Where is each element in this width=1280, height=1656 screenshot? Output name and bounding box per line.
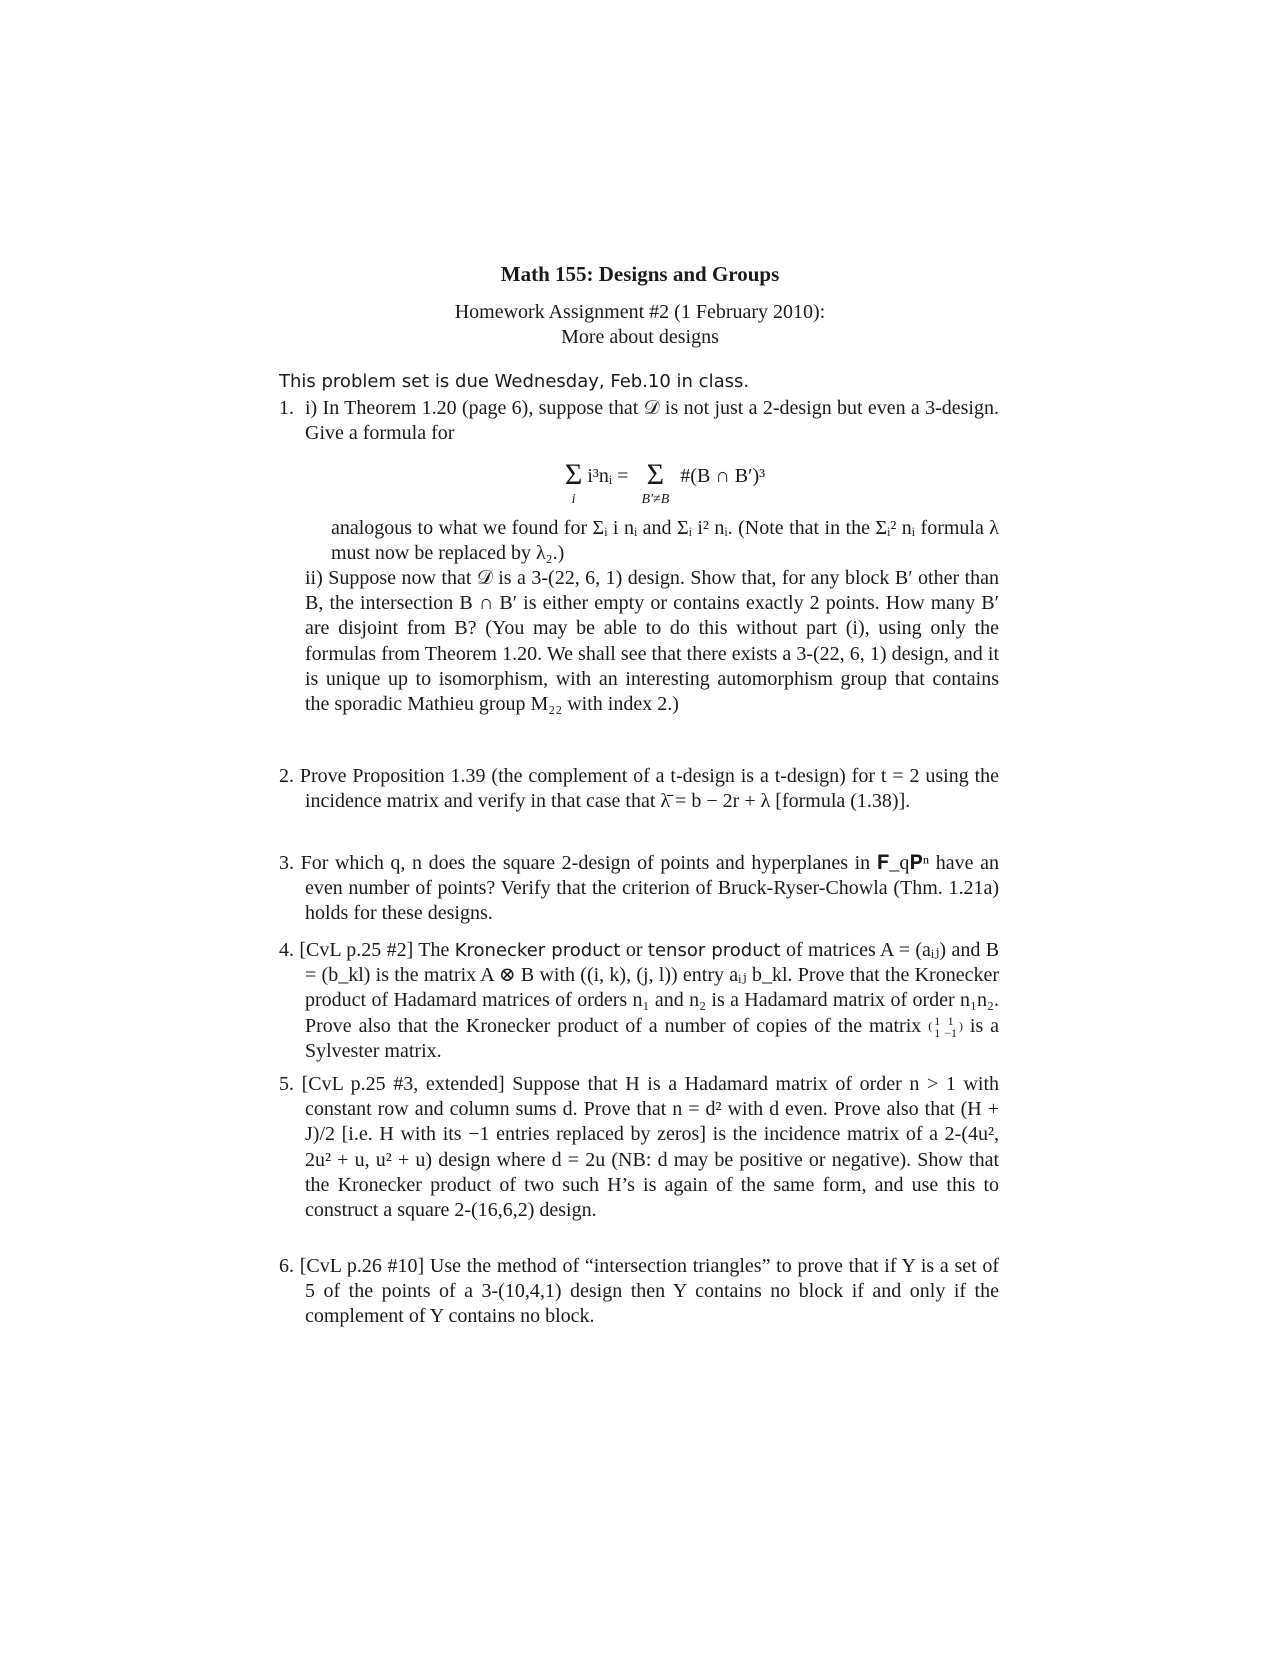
problem-4 xyxy=(279,938,999,1064)
problem-1-part-i-continued: analogous to what we found for Σᵢ i nᵢ and Σᵢ i² nᵢ. (Note that in the Σᵢ² nᵢ formula λ must now be replaced by λ₂.) xyxy=(331,516,999,564)
two-by-two-matrix: ( 1 1 1 −1) xyxy=(928,1014,963,1041)
matrix-entry: 1 xyxy=(934,1026,941,1041)
sigma-symbol: Σ xyxy=(646,458,665,492)
matrix-entry: 1 xyxy=(947,1014,954,1029)
tensor-product-term: tensor product xyxy=(647,940,781,961)
problem-4-text-a: [CvL p.25 #2] The xyxy=(299,939,450,961)
problem-5 xyxy=(279,1072,999,1223)
problem-number: 2. xyxy=(279,765,294,787)
problem-2-text: Prove Proposition 1.39 (the complement of a t-design is a t-design) for t = 2 using the incidence matrix and verify in that case that λ̄ = b − 2r + λ [formula (1.38)]. xyxy=(299,765,1000,813)
subtitle-line-2: More about designs xyxy=(561,326,719,348)
problem-number: 1. xyxy=(279,397,294,419)
formula-left-sum xyxy=(565,460,582,507)
problem-3 xyxy=(279,851,999,927)
page-title: Math 155: Designs and Groups xyxy=(500,262,780,286)
problem-4-text-b: of matrices A = (aᵢⱼ) and B = (b_kl) is the matrix A ⊗ B with ((i, k), (j, l)) entry aᵢⱼ b_kl. Prove that the Kronecker product of Hadamard matrices of orders n₁ and n₂ is a Hadamard matrix of order n₁n₂. Prove also that the Kronecker product of a number of copies of the matrix xyxy=(305,939,1000,1037)
part-label: ii) xyxy=(305,567,323,590)
problem-3-text: For which q, n does the square 2-design of points and hyperplanes in 𝐅_q𝐏ⁿ have an even number of points? Verify that the criterion of Bruck-Ryser-Chowla (Thm. 1.21a) holds for these designs. xyxy=(300,852,1000,925)
assignment-subtitle xyxy=(0,300,1280,350)
problem-number: 4. xyxy=(279,939,294,961)
kronecker-product-term: Kronecker product xyxy=(454,940,621,961)
problem-1-part-i-text: In Theorem 1.20 (page 6), suppose that 𝒟 is not just a 2-design but even a 3-design. Give a formula for xyxy=(305,397,999,445)
or-word: or xyxy=(625,939,643,961)
matrix-entry: 1 xyxy=(934,1014,941,1029)
problem-number: 3. xyxy=(279,852,294,874)
sigma-symbol: Σ xyxy=(564,458,583,492)
formula-right-sum xyxy=(641,460,669,507)
sum-formula xyxy=(331,460,999,507)
formula-right-term: #(B ∩ B′)³ xyxy=(680,465,766,488)
formula-left-term: i³nᵢ = xyxy=(587,465,629,488)
problem-2 xyxy=(279,764,999,814)
subtitle-line-1: Homework Assignment #2 (1 February 2010): xyxy=(454,301,826,323)
matrix-entry: −1 xyxy=(944,1026,957,1041)
formula-right-index: B′≠B xyxy=(641,491,670,507)
problem-number: 5. xyxy=(279,1073,294,1095)
due-note: This problem set is due Wednesday, Feb.10 in class. xyxy=(279,371,750,392)
formula-left-index: i xyxy=(571,491,576,507)
problem-1-part-ii-text: Suppose now that 𝒟 is a 3-(22, 6, 1) design. Show that, for any block B′ other than B, the intersection B ∩ B′ is either empty or contains exactly 2 points. How many B′ are disjoint from B? (You may be able to do this without part (i), using only the formulas from Theorem 1.20. We shall see that there exists a 3-(22, 6, 1) design, and it is unique up to isomorphism, with an interesting automorphism group that contains the sporadic Mathieu group M₂₂ with index 2.) xyxy=(305,567,1000,716)
problem-5-text: [CvL p.25 #3, extended] Suppose that H is a Hadamard matrix of order n > 1 with constant row and column sums d. Prove that n = d² with d even. Prove also that (H + J)/2 [i.e. H with its −1 entries replaced by zeros] is the incidence matrix of a 2-(4u², 2u² + u, u² + u) design where d = 2u (NB: d may be positive or negative). Show that the Kronecker product of two such H’s is again of the same form, and use this to construct a square 2-(16,6,2) design. xyxy=(301,1073,999,1222)
problem-number: 6. xyxy=(279,1255,294,1277)
problem-6-text: [CvL p.26 #10] Use the method of “intersection triangles” to prove that if Y is a set of 5 of the points of a 3-(10,4,1) design then Y contains no block if and only if the complement of Y contains no block. xyxy=(299,1255,1000,1328)
problem-6 xyxy=(279,1254,999,1330)
part-label: i) xyxy=(305,397,318,419)
problem-1 xyxy=(279,396,999,717)
problem-4-text-c: is a Sylvester matrix. xyxy=(305,1014,1000,1063)
